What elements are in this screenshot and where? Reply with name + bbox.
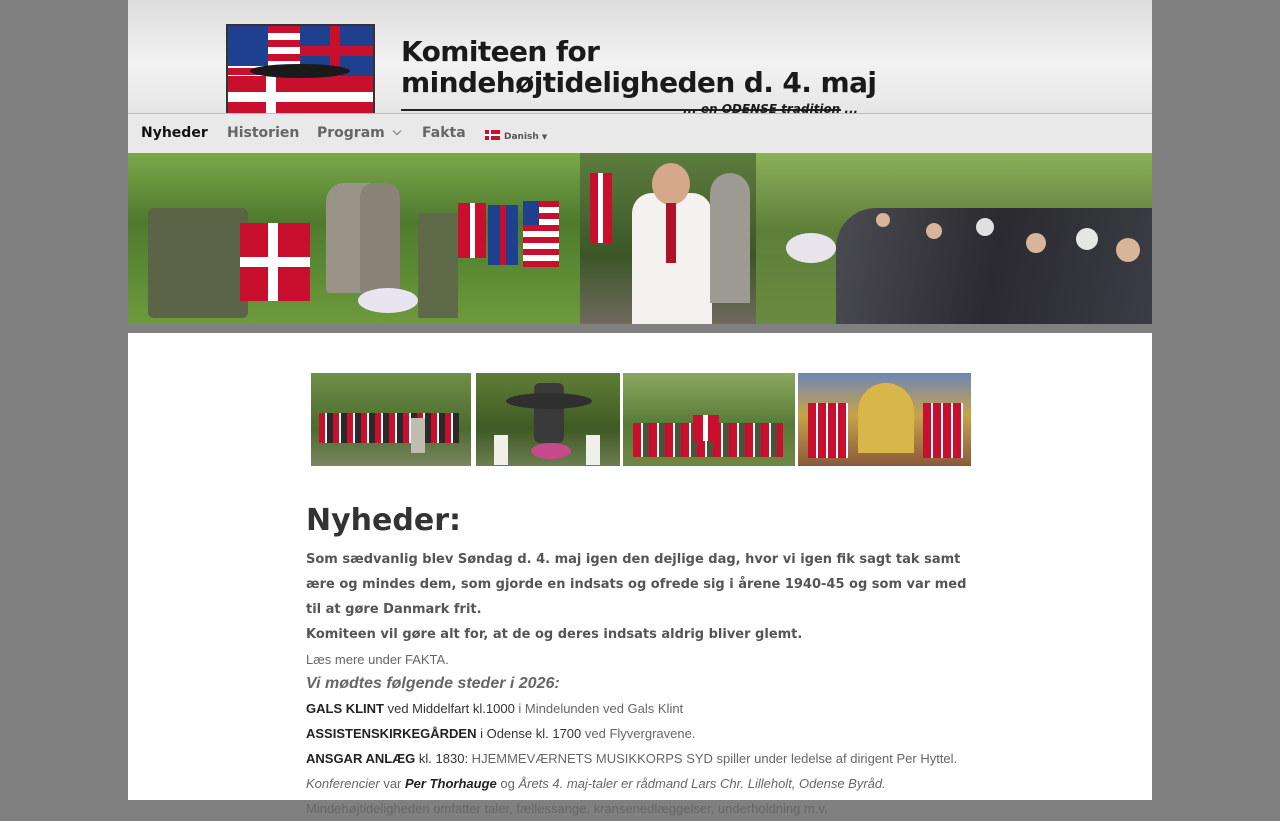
site-header xyxy=(128,0,1152,113)
nav-item-program[interactable] xyxy=(317,125,400,141)
location-extra: ved Flyvergravene. xyxy=(581,726,696,741)
location-place: ANSGAR ANLÆG xyxy=(306,751,416,766)
intro-paragraph xyxy=(306,547,986,647)
language-label: Danish xyxy=(504,132,539,142)
banner-photo-singer xyxy=(580,153,756,324)
site-title[interactable] xyxy=(401,36,876,98)
danish-flag-icon xyxy=(485,130,500,140)
header-banner-photo xyxy=(128,153,1152,324)
read-more-text: Læs mere under FAKTA. xyxy=(306,652,449,667)
site-title-line1: Komiteen for xyxy=(401,35,600,68)
banner-divider xyxy=(128,324,1152,333)
thumb-ansgar-anlaeg[interactable] xyxy=(623,373,795,466)
nav-item-historien[interactable]: Historien xyxy=(227,125,300,141)
host-line xyxy=(306,771,986,796)
thumb-assistens-kirkegaard[interactable] xyxy=(476,373,620,466)
intro-text-2: Komiteen vil gøre alt for, at de og deres indsats aldrig bliver glemt. xyxy=(306,627,803,642)
location-extra: HJEMMEVÆRNETS MUSIKKORPS SYD spiller under ledelse af dirigent Per Hyttel. xyxy=(468,751,958,766)
host-label: Konferencier xyxy=(306,776,380,791)
location-extra: i Mindelunden ved Gals Klint xyxy=(514,701,684,716)
location-detail: kl. 1830: xyxy=(415,751,469,766)
nav-item-fakta[interactable]: Fakta xyxy=(422,125,466,141)
program-text: Mindehøjtideligheden omfatter taler, fællessange, kransenedlæggelser, underholdning m.v. xyxy=(306,801,828,816)
main-nav xyxy=(128,113,1152,154)
thumb-gals-klint[interactable] xyxy=(311,373,471,466)
location-item xyxy=(306,696,986,721)
location-place: ASSISTENSKIRKEGÅRDEN xyxy=(306,726,477,741)
site-title-line2: mindehøjtideligheden d. 4. maj xyxy=(401,66,877,99)
location-place: GALS KLINT xyxy=(306,701,384,716)
site-tagline: ... en ODENSE tradition ... xyxy=(683,102,859,113)
locations-heading: Vi mødtes følgende steder i 2026: xyxy=(306,675,560,692)
dropdown-arrow-icon: ▼ xyxy=(541,133,548,141)
language-selector[interactable] xyxy=(485,130,547,142)
location-item xyxy=(306,721,986,746)
news-content xyxy=(306,500,986,821)
chevron-down-icon xyxy=(393,127,401,135)
location-detail: ved Middelfart kl.1000 xyxy=(384,701,515,716)
intro-text: Som sædvanlig blev Søndag d. 4. maj igen den dejlige dag, hvor vi igen fik sagt tak samt ære og mindes dem, som gjorde en indsats og ofrede sig i årene 1940-45 og som var med til at gøre Danmark frit. xyxy=(306,552,967,617)
banner-photo-audience xyxy=(756,153,1152,324)
page-title: Nyheder: xyxy=(306,503,461,538)
nav-item-nyheder[interactable]: Nyheder xyxy=(141,125,208,141)
location-item xyxy=(306,746,986,771)
banner-photo-soldiers xyxy=(128,153,580,324)
host-name: Per Thorhauge xyxy=(405,776,497,791)
logo-flags-image[interactable] xyxy=(226,24,375,113)
host-var: var xyxy=(379,776,406,791)
nav-item-program-label: Program xyxy=(317,125,385,141)
location-detail: i Odense kl. 1700 xyxy=(476,726,582,741)
thumb-kirke[interactable] xyxy=(798,373,971,466)
page xyxy=(128,0,1152,816)
host-speaker: Årets 4. maj-taler er rådmand Lars Chr. Lilleholt, Odense Byråd. xyxy=(518,776,886,791)
host-og: og xyxy=(496,776,519,791)
